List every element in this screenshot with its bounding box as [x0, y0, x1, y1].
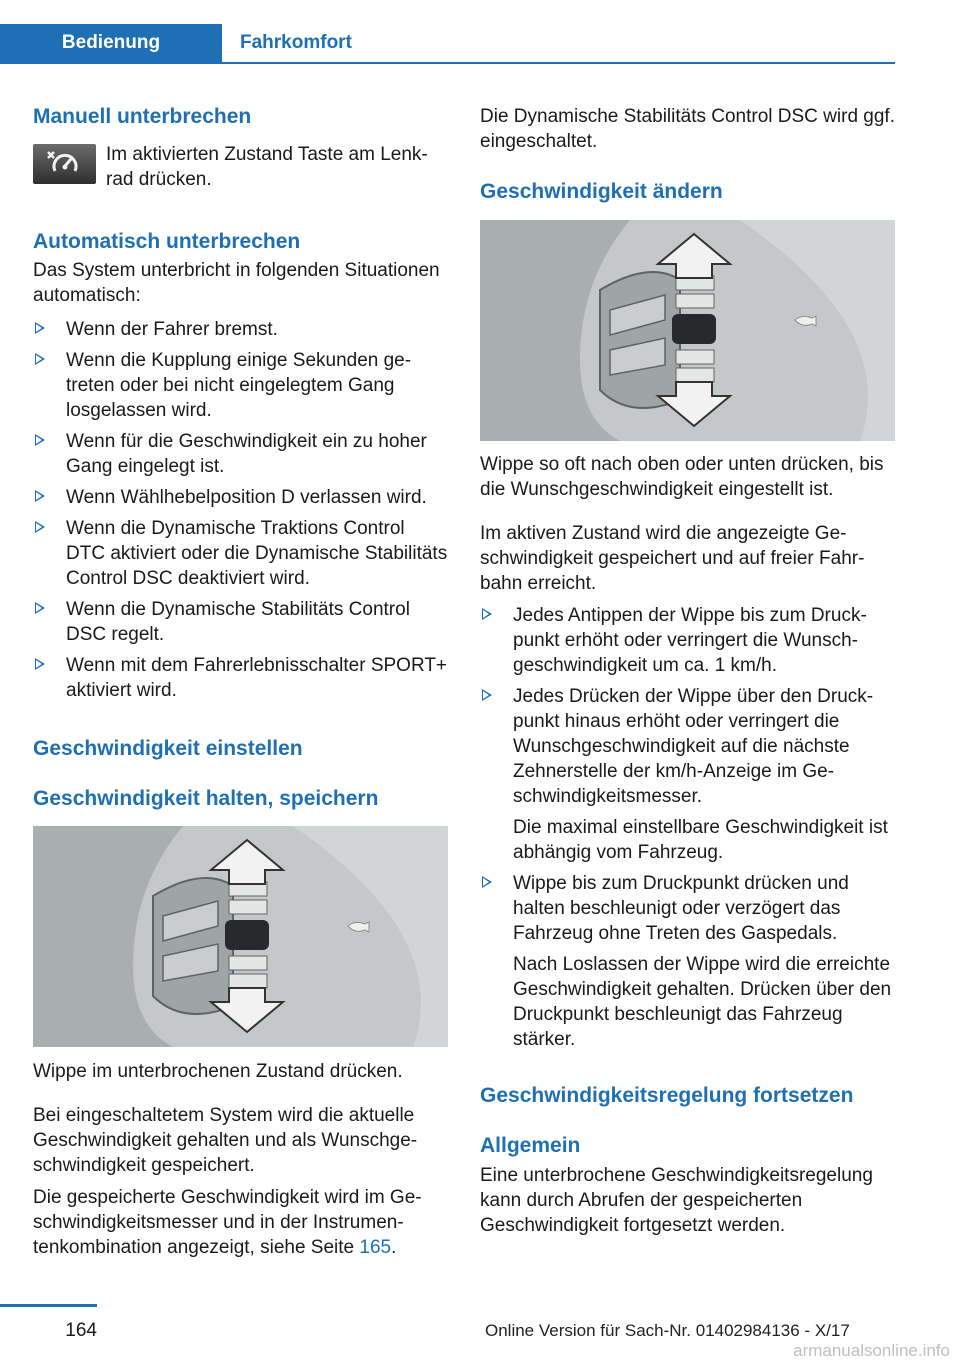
tab-bedienung[interactable]: Bedienung	[0, 24, 222, 62]
bullet-triangle-icon	[35, 602, 45, 614]
halten-p3: Die gespeicherte Geschwindigkeit wird im Geschwindigkeitsmesser und in der Instrumentenkombination angezeigt, siehe Seite 165.	[33, 1187, 422, 1258]
heading-geschwindigkeit-einstellen: Geschwindigkeit einstellen	[33, 737, 303, 760]
aendern-bullet-list	[480, 603, 895, 1058]
heading-geschwindigkeit-halten: Geschwindigkeit halten, speichern	[33, 787, 379, 810]
aendern-p1: Wippe so oft nach oben oder unten drücken, bis die Wunschgeschwindigkeit eingestellt ist.	[480, 454, 884, 500]
footer-divider	[0, 1304, 97, 1307]
heading-automatisch-unterbrechen: Automatisch unterbrechen	[33, 230, 301, 253]
halten-p2: Bei eingeschaltetem System wird die aktuelle Geschwindigkeit gehalten und als Wunschgeschwindigkeit gespeichert.	[33, 1105, 418, 1176]
left-column	[33, 100, 448, 1258]
heading-allgemein: Allgemein	[480, 1134, 581, 1157]
cruise-control-interrupt-icon	[33, 144, 96, 184]
bullet-triangle-icon	[35, 490, 45, 502]
steering-wheel-illustration	[33, 826, 448, 1047]
bullet-triangle-icon	[35, 521, 45, 533]
list-item: Wenn die Dynamische Stabilitäts Control DSC regelt.	[33, 597, 448, 647]
online-version-note: Online Version für Sach-Nr. 01402984136 - X/17	[485, 1321, 850, 1340]
bullet-triangle-icon	[482, 608, 492, 620]
steering-wheel-illustration	[480, 220, 895, 441]
bullet-triangle-icon	[35, 434, 45, 446]
bullet-triangle-icon	[35, 322, 45, 334]
heading-geschwindigkeit-aendern: Geschwindigkeit ändern	[480, 180, 723, 203]
bullet-triangle-icon	[482, 876, 492, 888]
tab-fahrkomfort[interactable]: Fahrkomfort	[224, 24, 370, 62]
list-item: Wenn die Dynamische Traktions Control DTC aktiviert oder die Dynamische Stabilitäts Control DSC deaktiviert wird.	[33, 516, 448, 591]
list-item: Jedes Drücken der Wippe über den Druckpunkt hinaus erhöht oder verringert die Wunschgeschwindigkeit auf die nächste Zehnerstelle der km/h-Anzeige im Geschwindigkeitsmesser. Die maximal einstellbare Geschwindigkeit ist abhängig vom Fahrzeug.	[480, 684, 895, 865]
list-item: Wenn mit dem Fahrerlebnisschalter SPORT+ aktiviert wird.	[33, 653, 448, 703]
bullet-triangle-icon	[482, 689, 492, 701]
list-item: Wippe bis zum Druckpunkt drücken und halten beschleunigt oder verzögert das Fahrzeug ohne Treten des Gaspedals. Nach Loslassen der Wippe wird die erreichte Geschwindigkeit gehalten. Drücken über den Druckpunkt beschleunigt das Fahrzeug stärker.	[480, 871, 895, 1052]
list-item: Wenn Wählhebelposition D verlassen wird.	[33, 485, 448, 510]
header-tabs	[0, 24, 895, 64]
allgemein-text: Eine unterbrochene Geschwindigkeitsregelung kann durch Abrufen der gespeicherten Geschwindigkeit fortgesetzt werden.	[480, 1165, 873, 1236]
page-link-165[interactable]: 165	[359, 1237, 392, 1258]
steering-wheel-rocker-figure	[33, 826, 448, 1047]
aendern-p2: Im aktiven Zustand wird die angezeigte Geschwindigkeit gespeichert und auf freier Fahrbahn erreicht.	[480, 523, 865, 594]
manuell-text: Im aktivierten Zustand Taste am Lenkrad drücken.	[106, 144, 428, 190]
bullet-triangle-icon	[35, 353, 45, 365]
auto-bullet-list	[33, 317, 448, 709]
halten-p1: Wippe im unterbrochenen Zustand drücken.	[33, 1061, 403, 1082]
right-column	[480, 100, 895, 1236]
dsc-text: Die Dynamische Stabilitäts Control DSC wird ggf. eingeschaltet.	[480, 106, 895, 152]
page-number: 164	[65, 1320, 97, 1341]
steering-button-image	[33, 144, 96, 184]
auto-intro: Das System unterbricht in folgenden Situationen automatisch:	[33, 260, 440, 306]
heading-manuell-unterbrechen: Manuell unterbrechen	[33, 105, 252, 128]
list-item: Wenn für die Geschwindigkeit ein zu hoher Gang eingelegt ist.	[33, 429, 448, 479]
list-item: Wenn der Fahrer bremst.	[33, 317, 448, 342]
steering-wheel-rocker-figure-2	[480, 220, 895, 441]
watermark: armanualsonline.info	[793, 1341, 950, 1360]
heading-geschwindigkeitsregelung-fortsetzen: Geschwindigkeitsregelung fortsetzen	[480, 1084, 854, 1107]
bullet-triangle-icon	[35, 658, 45, 670]
list-item: Jedes Antippen der Wippe bis zum Druckpunkt erhöht oder verringert die Wunschgeschwindigkeit um ca. 1 km/h.	[480, 603, 895, 678]
list-item: Wenn die Kupplung einige Sekunden getreten oder bei nicht eingelegtem Gang losgelassen wird.	[33, 348, 448, 423]
